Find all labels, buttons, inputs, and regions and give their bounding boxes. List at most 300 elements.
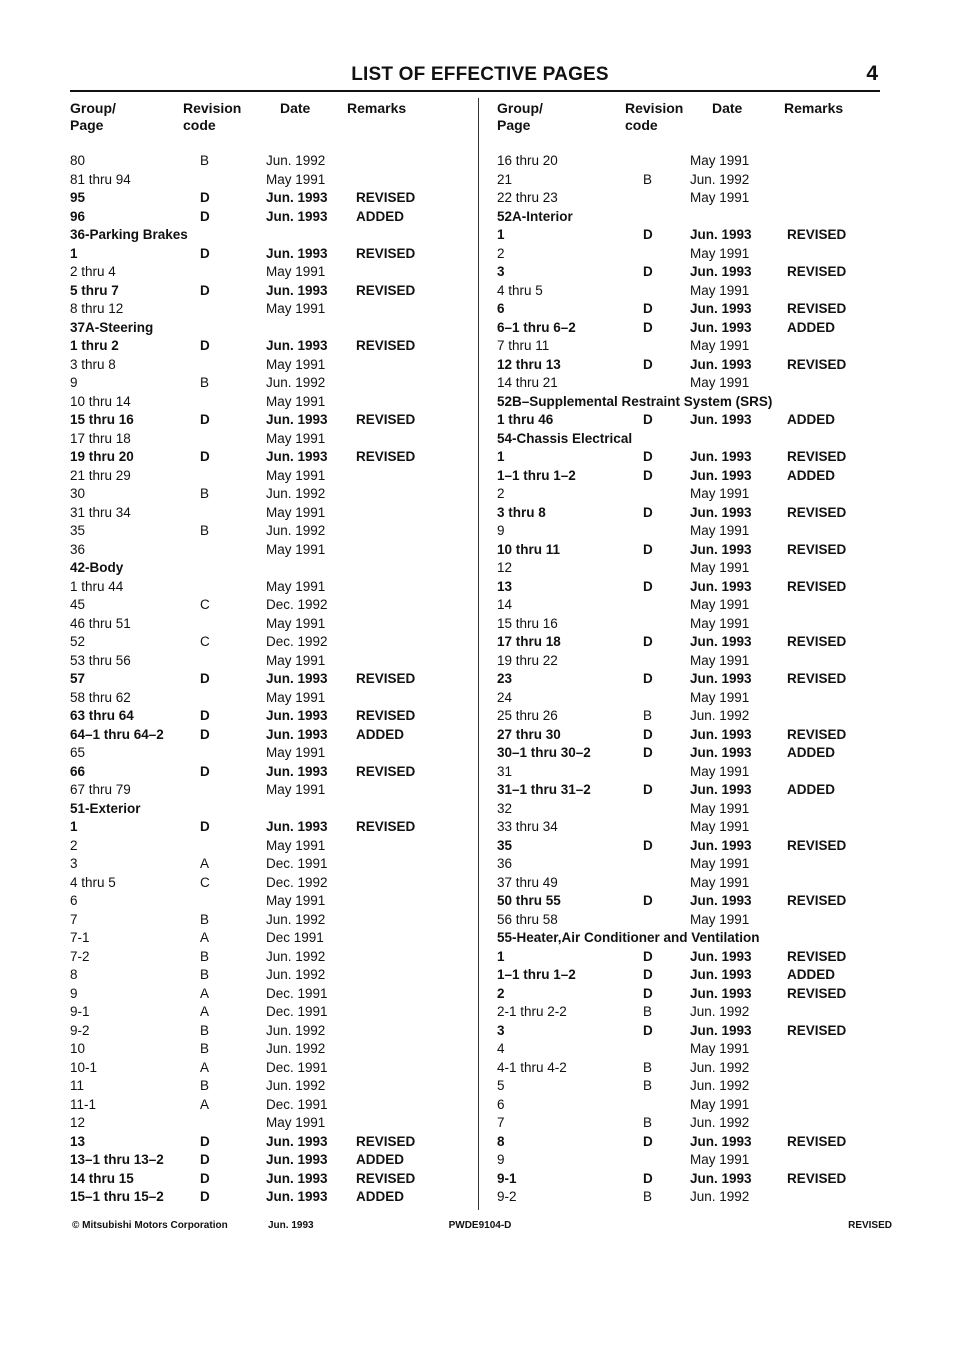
header-date: Date <box>280 100 311 116</box>
page-cell: 6 <box>70 893 78 908</box>
group-heading <box>497 929 887 948</box>
group-title: 52B–Supplemental Restraint System (SRS) <box>497 393 773 409</box>
code-cell: D <box>643 264 653 279</box>
table-row <box>497 522 887 541</box>
table-row <box>70 1114 460 1133</box>
date-cell: May 1991 <box>690 1041 750 1056</box>
code-cell: B <box>200 1078 210 1093</box>
page-cell: 2 <box>497 245 505 261</box>
table-row <box>497 411 887 430</box>
date-cell: May 1991 <box>690 153 750 168</box>
code-cell: D <box>643 634 653 649</box>
date-cell: Jun. 1993 <box>690 837 752 853</box>
table-row <box>70 818 460 837</box>
code-cell: D <box>200 671 210 686</box>
date-cell: Jun. 1993 <box>690 412 752 427</box>
table-row <box>70 948 460 967</box>
code-cell: B <box>200 153 210 168</box>
remarks-cell: REVISED <box>787 671 847 686</box>
date-cell: Jun. 1993 <box>690 893 752 908</box>
table-row <box>70 448 460 467</box>
table-row <box>497 689 887 708</box>
remarks-cell: ADDED <box>787 467 836 483</box>
code-cell: D <box>643 504 653 520</box>
table-row <box>497 374 887 393</box>
page-cell: 3 thru 8 <box>70 356 116 372</box>
remarks-cell: REVISED <box>356 338 416 353</box>
table-row <box>497 615 887 634</box>
code-cell: D <box>643 541 653 557</box>
code-cell: D <box>200 763 210 779</box>
date-cell: May 1991 <box>690 652 750 668</box>
code-cell: D <box>643 985 653 1001</box>
date-cell: Jun. 1993 <box>690 745 752 760</box>
page-cell: 57 <box>70 671 86 686</box>
table-row <box>70 1022 460 1041</box>
page-cell: 1 <box>497 948 505 964</box>
date-cell: Jun. 1992 <box>266 375 326 390</box>
date-cell: Jun. 1993 <box>266 819 328 834</box>
date-cell: Jun. 1993 <box>266 708 328 723</box>
table-row <box>70 1059 460 1078</box>
remarks-cell: REVISED <box>356 708 416 723</box>
page-cell: 22 thru 23 <box>497 190 558 205</box>
table-row <box>70 596 460 615</box>
table-row <box>70 1003 460 1022</box>
remarks-cell: REVISED <box>787 541 847 557</box>
code-cell: B <box>200 967 210 982</box>
page-cell: 10 thru 14 <box>70 393 131 409</box>
header-remarks: Remarks <box>784 100 844 116</box>
page-cell: 1–1 thru 1–2 <box>497 967 576 982</box>
table-row <box>497 596 887 615</box>
page-cell: 37 thru 49 <box>497 874 558 890</box>
page-cell: 11-1 <box>70 1096 97 1112</box>
code-cell: A <box>200 985 210 1001</box>
page-cell: 45 <box>70 597 86 612</box>
table-row <box>70 763 460 782</box>
code-cell: B <box>200 375 210 390</box>
table-row <box>497 1096 887 1115</box>
date-cell: May 1991 <box>690 375 750 390</box>
table-row <box>70 208 460 227</box>
table-row <box>70 189 460 208</box>
table-row <box>70 541 460 560</box>
page-cell: 53 thru 56 <box>70 652 131 668</box>
remarks-cell: ADDED <box>787 319 836 335</box>
table-row <box>70 726 460 745</box>
date-cell: May 1991 <box>690 911 750 927</box>
code-cell: B <box>200 948 210 964</box>
page-cell: 13–1 thru 13–2 <box>70 1152 164 1167</box>
date-cell: Jun. 1993 <box>266 726 328 742</box>
page-cell: 14 thru 15 <box>70 1170 134 1186</box>
page-cell: 7 <box>497 1115 505 1130</box>
table-row <box>497 189 887 208</box>
page-cell: 19 thru 22 <box>497 652 558 668</box>
date-cell: May 1991 <box>690 763 750 779</box>
table-row <box>497 781 887 800</box>
remarks-cell: REVISED <box>787 634 847 649</box>
code-cell: B <box>643 1189 653 1204</box>
page-cell: 23 <box>497 671 513 686</box>
date-cell: May 1991 <box>690 819 750 834</box>
date-cell: May 1991 <box>690 874 750 890</box>
table-row <box>70 485 460 504</box>
date-cell: Jun. 1993 <box>690 1170 752 1186</box>
table-row <box>497 633 887 652</box>
date-cell: Jun. 1993 <box>266 1133 328 1149</box>
page-cell: 80 <box>70 153 86 168</box>
table-row <box>70 966 460 985</box>
page-cell: 3 <box>70 856 78 871</box>
date-cell: Jun. 1993 <box>690 782 752 797</box>
code-cell: D <box>200 1152 210 1167</box>
header-remarks: Remarks <box>347 100 407 116</box>
remarks-cell: REVISED <box>356 819 416 834</box>
code-cell: D <box>643 467 653 483</box>
table-row <box>497 652 887 671</box>
date-cell: May 1991 <box>690 1096 750 1112</box>
code-cell: D <box>643 449 653 464</box>
date-cell: Jun. 1992 <box>266 1041 326 1056</box>
code-cell: B <box>200 1041 210 1056</box>
page-cell: 10 <box>70 1041 86 1056</box>
code-cell: D <box>200 245 210 261</box>
date-cell: May 1991 <box>690 1152 750 1167</box>
date-cell: May 1991 <box>266 356 326 372</box>
date-cell: Jun. 1993 <box>690 504 752 520</box>
table-row <box>70 1040 460 1059</box>
page-title: LIST OF EFFECTIVE PAGES <box>351 64 609 85</box>
remarks-cell: REVISED <box>356 282 416 298</box>
code-cell: D <box>643 782 653 797</box>
right-column-header <box>497 100 887 152</box>
code-cell: D <box>643 356 653 372</box>
remarks-cell: REVISED <box>787 301 847 316</box>
code-cell: A <box>200 930 210 945</box>
page-cell: 11 <box>70 1078 85 1093</box>
date-cell: Jun. 1992 <box>266 1078 326 1093</box>
table-row <box>497 948 887 967</box>
remarks-cell: ADDED <box>356 1189 405 1204</box>
remarks-cell: REVISED <box>787 227 847 242</box>
date-cell: May 1991 <box>266 264 326 279</box>
table-row <box>70 263 460 282</box>
remarks-cell: REVISED <box>787 449 847 464</box>
table-row <box>70 670 460 689</box>
page-cell: 4 <box>497 1041 505 1056</box>
header-revision-code: Revision code <box>625 100 684 133</box>
group-heading <box>497 208 887 227</box>
page-cell: 9-2 <box>70 1022 90 1038</box>
date-cell: Jun. 1993 <box>266 449 328 464</box>
page-cell: 1 <box>70 819 78 834</box>
date-cell: Jun. 1993 <box>266 1152 328 1167</box>
date-cell: Jun. 1993 <box>690 301 752 316</box>
date-cell: May 1991 <box>266 578 326 594</box>
date-cell: May 1991 <box>266 837 326 853</box>
code-cell: D <box>643 1170 653 1186</box>
table-row <box>497 245 887 264</box>
date-cell: Jun. 1993 <box>266 282 328 298</box>
date-cell: May 1991 <box>690 800 750 816</box>
date-cell: Jun. 1992 <box>266 967 326 982</box>
page-cell: 6 <box>497 301 505 316</box>
page-cell: 96 <box>70 208 86 224</box>
table-row <box>70 282 460 301</box>
code-cell: D <box>643 726 653 742</box>
date-cell: May 1991 <box>266 1115 326 1130</box>
date-cell: May 1991 <box>266 689 326 705</box>
header-revision-code: Revision code <box>183 100 242 133</box>
page-cell: 4 thru 5 <box>70 874 116 890</box>
code-cell: D <box>643 319 653 335</box>
date-cell: Jun. 1993 <box>266 412 328 427</box>
table-row <box>70 152 460 171</box>
code-cell: D <box>643 837 653 853</box>
code-cell: D <box>643 578 653 594</box>
page-cell: 2 <box>70 837 78 853</box>
page-cell: 1 thru 44 <box>70 578 124 594</box>
remarks-cell: ADDED <box>356 726 405 742</box>
table-row <box>497 855 887 874</box>
table-row <box>497 504 887 523</box>
group-heading <box>70 800 460 819</box>
table-row <box>497 337 887 356</box>
table-row <box>497 966 887 985</box>
code-cell: D <box>200 708 210 723</box>
remarks-cell: ADDED <box>356 1152 405 1167</box>
group-heading <box>70 319 460 338</box>
table-row <box>70 411 460 430</box>
page-cell: 24 <box>497 689 513 705</box>
table-row <box>70 855 460 874</box>
group-title: 51-Exterior <box>70 800 141 816</box>
table-row <box>497 356 887 375</box>
remarks-cell: REVISED <box>356 449 416 464</box>
date-cell: Dec. 1991 <box>266 856 328 871</box>
remarks-cell: ADDED <box>787 745 836 760</box>
code-cell: B <box>643 708 653 723</box>
code-cell: D <box>643 227 653 242</box>
remarks-cell: REVISED <box>787 356 847 372</box>
date-cell: Jun. 1993 <box>690 1022 752 1038</box>
page-cell: 1 <box>70 245 78 261</box>
page-cell: 35 <box>497 837 513 853</box>
remarks-cell: REVISED <box>356 1133 416 1149</box>
header-date: Date <box>712 100 743 116</box>
remarks-cell: REVISED <box>787 837 847 853</box>
code-cell: D <box>643 745 653 760</box>
footer-status: REVISED <box>848 1220 892 1231</box>
page-cell: 27 thru 30 <box>497 726 561 742</box>
right-entries <box>497 152 887 1207</box>
remarks-cell: REVISED <box>787 893 847 908</box>
group-title: 52A-Interior <box>497 208 573 224</box>
code-cell: B <box>643 1115 653 1130</box>
date-cell: Dec. 1991 <box>266 1059 328 1075</box>
group-title: 55-Heater,Air Conditioner and Ventilation <box>497 930 760 945</box>
table-row <box>70 1096 460 1115</box>
table-row <box>70 171 460 190</box>
table-row <box>497 1040 887 1059</box>
table-row <box>497 152 887 171</box>
table-row <box>497 1151 887 1170</box>
table-row <box>497 1059 887 1078</box>
page-cell: 36 <box>70 541 86 557</box>
table-row <box>497 837 887 856</box>
table-row <box>70 504 460 523</box>
page-cell: 31 thru 34 <box>70 504 131 520</box>
code-cell: B <box>643 1004 653 1019</box>
date-cell: Dec. 1992 <box>266 874 328 890</box>
code-cell: D <box>200 412 210 427</box>
code-cell: D <box>643 967 653 982</box>
page-cell: 1–1 thru 1–2 <box>497 467 576 483</box>
code-cell: A <box>200 1004 210 1019</box>
remarks-cell: REVISED <box>356 190 416 205</box>
page-cell: 15 thru 16 <box>497 615 558 631</box>
group-heading <box>70 226 460 245</box>
group-title: 42-Body <box>70 560 124 575</box>
date-cell: Dec. 1991 <box>266 985 328 1001</box>
page-cell: 9 <box>497 1152 505 1167</box>
date-cell: May 1991 <box>690 856 750 871</box>
page-cell: 13 <box>70 1133 86 1149</box>
table-row <box>70 337 460 356</box>
code-cell: D <box>200 449 210 464</box>
date-cell: Jun. 1993 <box>690 541 752 557</box>
group-heading <box>70 559 460 578</box>
page-cell: 14 thru 21 <box>497 375 558 390</box>
table-row <box>70 467 460 486</box>
date-cell: Jun. 1992 <box>266 1022 326 1038</box>
footer-doc-code: PWDE9104-D <box>448 1220 512 1231</box>
code-cell: C <box>200 634 210 649</box>
date-cell: Jun. 1992 <box>690 1189 750 1204</box>
table-row <box>70 911 460 930</box>
page-cell: 31 <box>497 763 513 779</box>
date-cell: Jun. 1993 <box>690 985 752 1001</box>
table-row <box>497 1133 887 1152</box>
date-cell: May 1991 <box>266 541 326 557</box>
remarks-cell: REVISED <box>356 412 416 427</box>
table-row <box>497 541 887 560</box>
page-cell: 50 thru 55 <box>497 893 561 908</box>
date-cell: Dec. 1992 <box>266 597 328 612</box>
page-cell: 19 thru 20 <box>70 449 134 464</box>
table-row <box>70 1170 460 1189</box>
code-cell: D <box>200 819 210 834</box>
page-cell: 17 thru 18 <box>70 430 131 446</box>
table-row <box>70 874 460 893</box>
remarks-cell: REVISED <box>787 948 847 964</box>
code-cell: D <box>200 338 210 353</box>
group-title: 36-Parking Brakes <box>70 227 188 242</box>
remarks-cell: REVISED <box>787 1022 847 1038</box>
page-cell: 17 thru 18 <box>497 634 561 649</box>
table-row <box>70 689 460 708</box>
page-number: 4 <box>866 62 878 85</box>
remarks-cell: REVISED <box>787 985 847 1001</box>
page-cell: 65 <box>70 745 86 760</box>
page-cell: 32 <box>497 800 513 816</box>
date-cell: May 1991 <box>266 745 326 760</box>
page-cell: 9 <box>70 375 78 390</box>
date-cell: Dec. 1992 <box>266 634 328 649</box>
code-cell: D <box>643 301 653 316</box>
left-entries <box>70 152 460 1207</box>
code-cell: D <box>643 671 653 686</box>
code-cell: A <box>200 1059 210 1075</box>
code-cell: B <box>200 486 210 501</box>
date-cell: Jun. 1992 <box>266 948 326 964</box>
page-cell: 1 <box>497 449 505 464</box>
table-row <box>497 1188 887 1207</box>
page-cell: 7-2 <box>70 948 90 964</box>
table-row <box>497 1077 887 1096</box>
date-cell: Jun. 1993 <box>266 190 328 205</box>
table-row <box>497 226 887 245</box>
left-column <box>70 100 460 1207</box>
page-cell: 2 thru 4 <box>70 264 116 279</box>
date-cell: Jun. 1992 <box>266 911 326 927</box>
page-cell: 9-2 <box>497 1189 517 1204</box>
date-cell: Dec. 1991 <box>266 1096 328 1112</box>
date-cell: Jun. 1993 <box>690 671 752 686</box>
table-row <box>70 744 460 763</box>
header-group-page: Group/ Page <box>70 100 116 133</box>
date-cell: Dec 1991 <box>266 930 324 945</box>
code-cell: B <box>200 523 210 538</box>
page-cell: 31–1 thru 31–2 <box>497 782 591 797</box>
table-row <box>70 393 460 412</box>
table-row <box>497 985 887 1004</box>
page-cell: 16 thru 20 <box>497 153 558 168</box>
table-row <box>70 892 460 911</box>
date-cell: Jun. 1993 <box>690 967 752 982</box>
page-cell: 9-1 <box>497 1170 517 1186</box>
table-row <box>70 374 460 393</box>
remarks-cell: REVISED <box>356 763 416 779</box>
code-cell: D <box>200 208 210 224</box>
code-cell: A <box>200 1096 210 1112</box>
date-cell: May 1991 <box>266 171 326 187</box>
date-cell: Jun. 1993 <box>690 1133 752 1149</box>
remarks-cell: ADDED <box>787 412 836 427</box>
table-row <box>497 800 887 819</box>
page-cell: 3 <box>497 264 505 279</box>
page-cell: 64–1 thru 64–2 <box>70 726 164 742</box>
table-row <box>497 874 887 893</box>
remarks-cell: ADDED <box>356 208 405 224</box>
page-cell: 56 thru 58 <box>497 911 558 927</box>
table-row <box>497 1170 887 1189</box>
date-cell: May 1991 <box>690 560 750 575</box>
remarks-cell: REVISED <box>787 264 847 279</box>
page-cell: 12 <box>70 1115 86 1130</box>
code-cell: D <box>200 282 210 298</box>
date-cell: May 1991 <box>266 467 326 483</box>
code-cell: C <box>200 874 210 890</box>
date-cell: Jun. 1992 <box>266 523 326 538</box>
page-cell: 14 <box>497 597 513 612</box>
page-cell: 21 thru 29 <box>70 467 131 483</box>
page-cell: 4-1 thru 4-2 <box>497 1059 567 1075</box>
date-cell: May 1991 <box>690 486 750 501</box>
column-divider <box>478 98 479 1210</box>
